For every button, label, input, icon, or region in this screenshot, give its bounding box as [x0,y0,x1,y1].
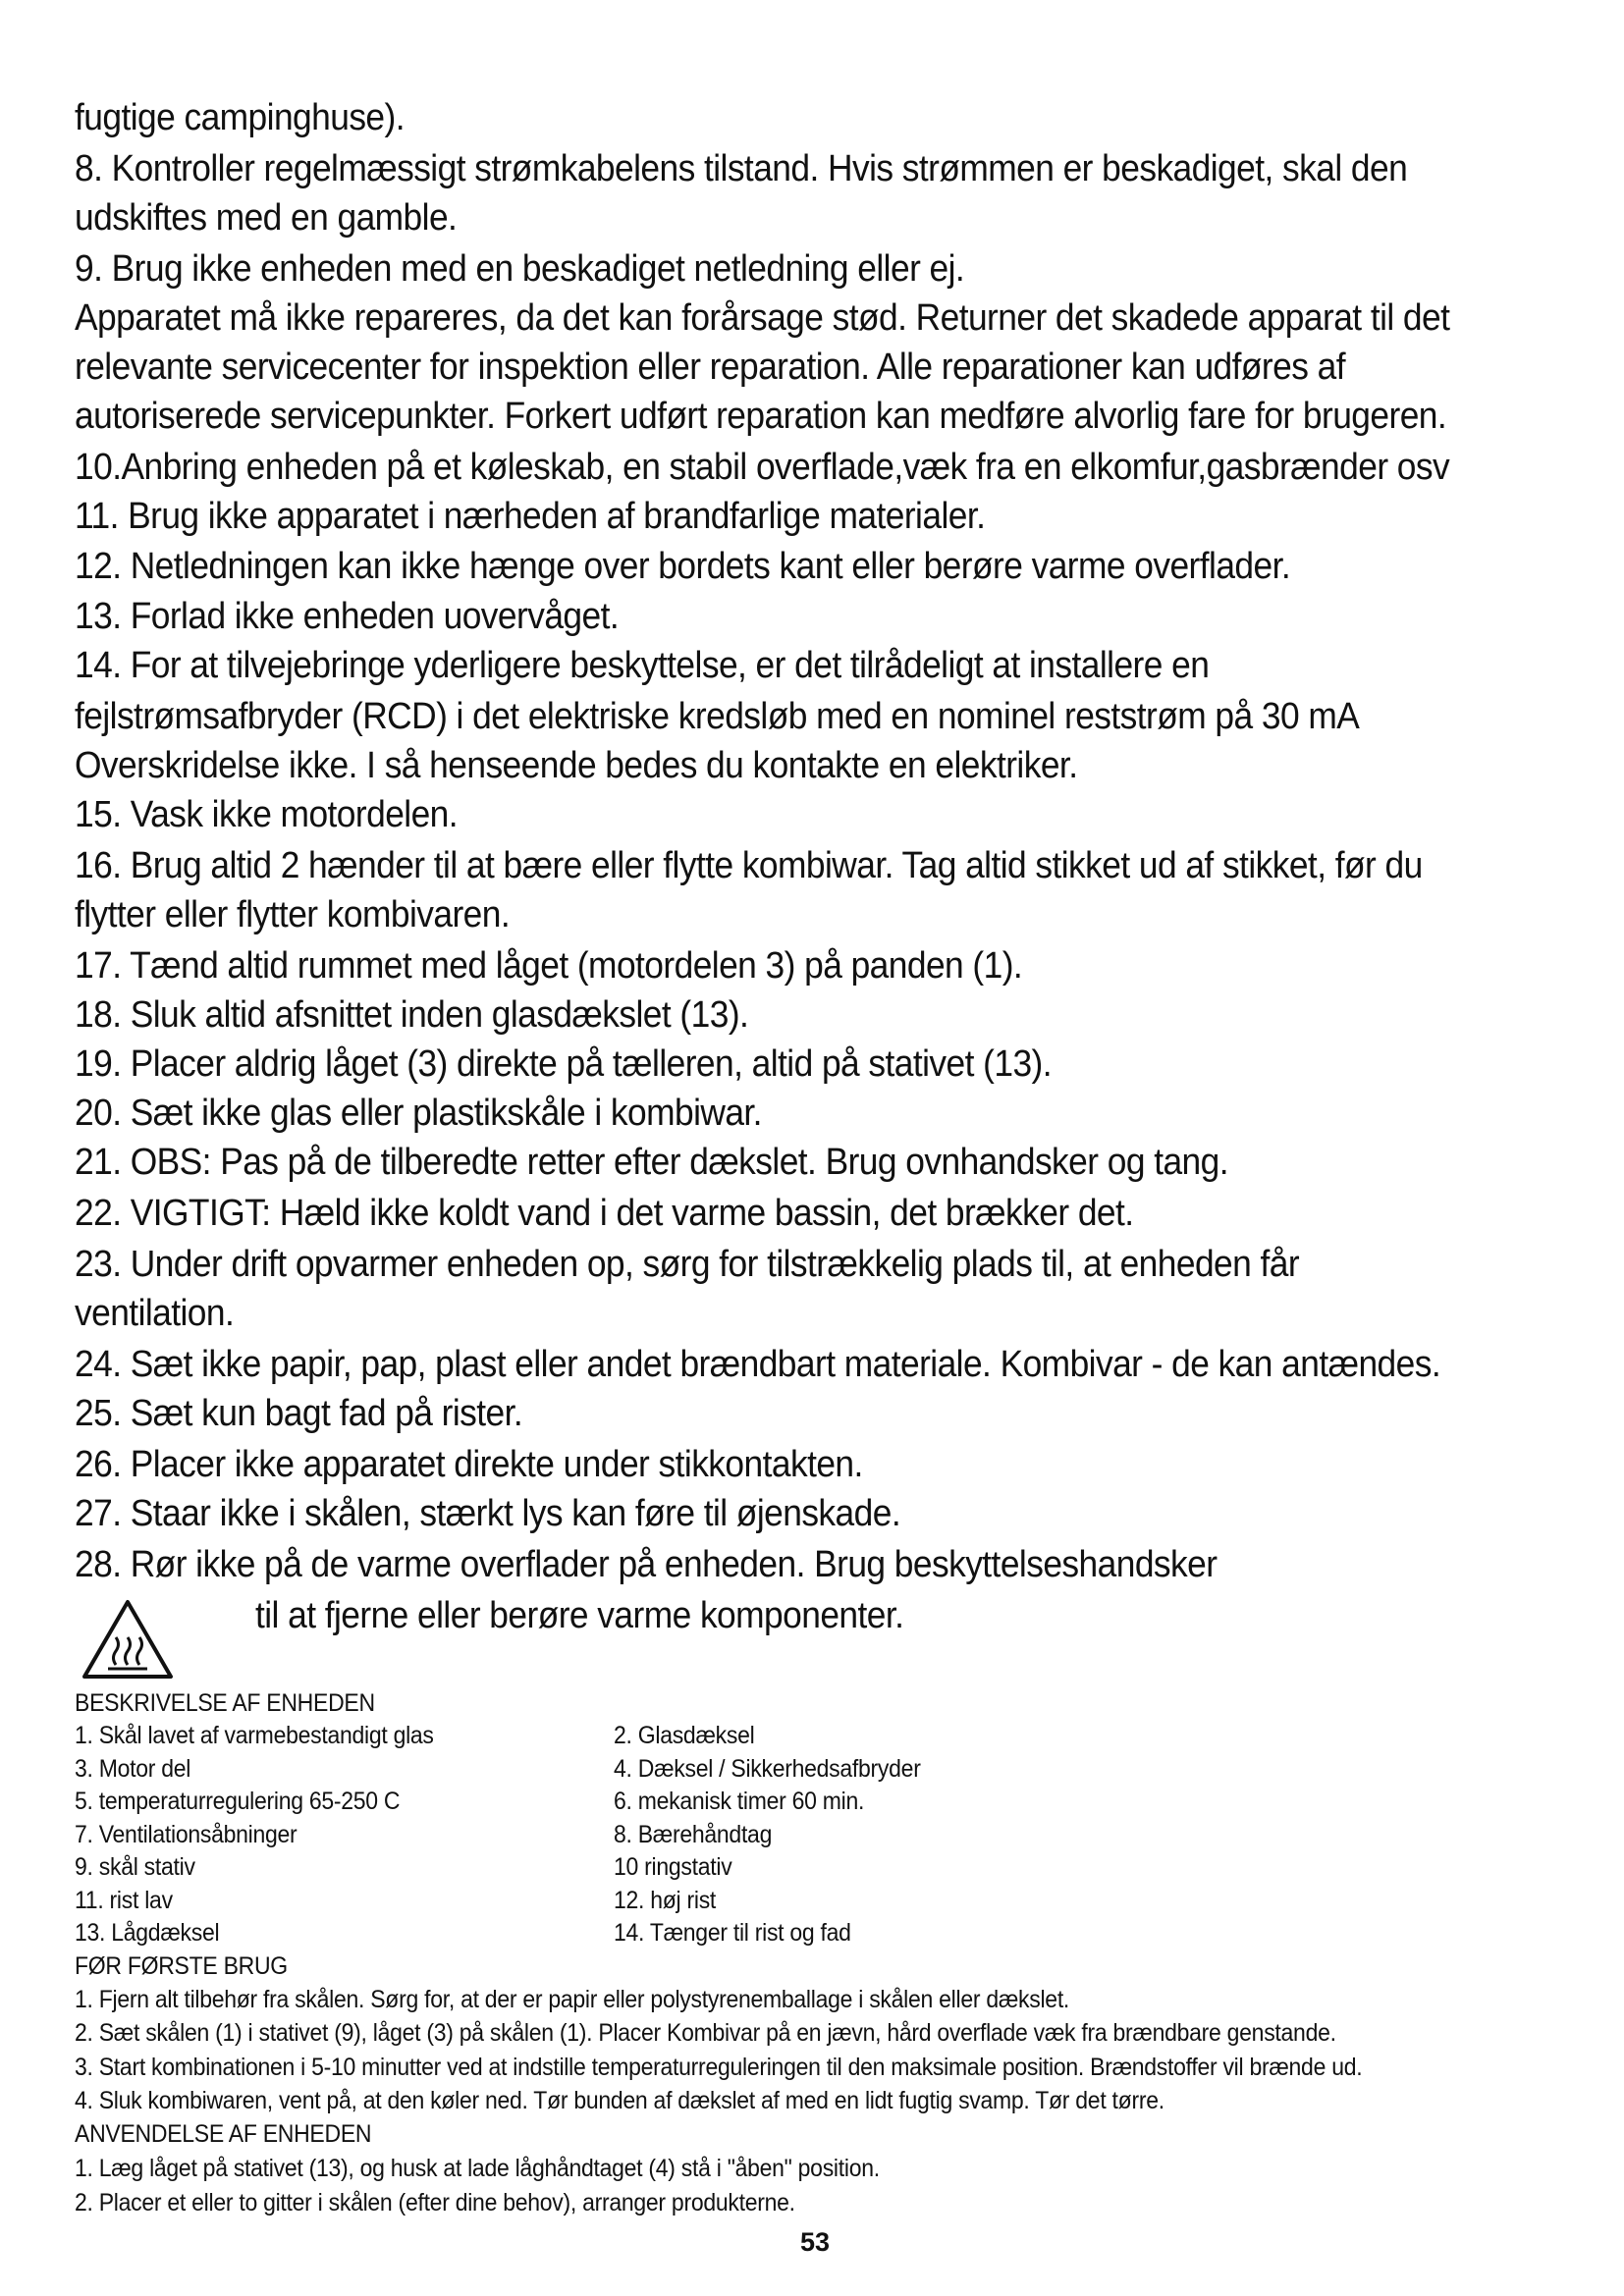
part-item: 13. Lågdæksel [75,1919,220,1947]
warning-line: til at fjerne eller berøre varme komponenter. [255,1595,904,1636]
warning-line: 11. Brug ikke apparatet i nærheden af brandfarlige materialer. [75,496,986,537]
part-item: 1. Skål lavet af varmebestandigt glas [75,1722,434,1749]
warning-line: 10.Anbring enheden på et køleskab, en stabil overflade,væk fra en elkomfur,gasbrænder osv [75,447,1450,488]
warning-line: 25. Sæt kun bagt fad på rister. [75,1393,523,1434]
warning-line: 17. Tænd altid rummet med låget (motordelen 3) på panden (1). [75,945,1023,987]
part-item: 11. rist lav [75,1887,173,1914]
part-item: 6. mekanisk timer 60 min. [614,1788,865,1815]
warning-line: 12. Netledningen kan ikke hænge over bordets kant eller berøre varme overflader. [75,546,1291,587]
part-item: 12. høj rist [614,1887,717,1914]
instruction-item: 3. Start kombinationen i 5-10 minutter ved at indstille temperaturreguleringen til den maksimale position. Brændstoffer vil brænde ud. [75,2054,1363,2081]
instruction-item: 1. Læg låget på stativet (13), og husk at lade låghåndtaget (4) stå i "åben" position. [75,2155,880,2182]
warning-line: relevante servicecenter for inspektion eller reparation. Alle reparationer kan udføres af [75,347,1345,388]
warning-line: 23. Under drift opvarmer enheden op, sørg for tilstrækkelig plads til, at enheden får [75,1244,1300,1285]
part-item: 4. Dæksel / Sikkerhedsafbryder [614,1755,921,1783]
part-item: 10 ringstativ [614,1853,732,1881]
part-item: 7. Ventilationsåbninger [75,1821,298,1848]
warning-line: 26. Placer ikke apparatet direkte under stikkontakten. [75,1444,863,1485]
warning-line: 18. Sluk altid afsnittet inden glasdækslet (13). [75,994,749,1036]
instruction-item: 2. Placer et eller to gitter i skålen (efter dine behov), arranger produkterne. [75,2189,795,2216]
warning-line: 21. OBS: Pas på de tilberedte retter efter dækslet. Brug ovnhandsker og tang. [75,1142,1229,1183]
warning-line: 27. Staar ikke i skålen, stærkt lys kan føre til øjenskade. [75,1493,901,1534]
instruction-item: 4. Sluk kombiwaren, vent på, at den køler ned. Tør bunden af dækslet af med en lidt fugtig svamp. Tør det tørre. [75,2087,1164,2114]
section-heading-description: BESKRIVELSE AF ENHEDEN [75,1689,375,1717]
warning-line: 13. Forlad ikke enheden uovervåget. [75,596,620,637]
warning-line: udskiftes med en gamble. [75,197,458,239]
warning-line: 19. Placer aldrig låget (3) direkte på tælleren, altid på stativet (13). [75,1043,1053,1085]
warning-line: 22. VIGTIGT: Hæld ikke koldt vand i det varme bassin, det brækker det. [75,1193,1134,1234]
section-heading-usage: ANVENDELSE AF ENHEDEN [75,2120,372,2148]
warning-line: fugtige campinghuse). [75,97,406,138]
part-item: 5. temperaturregulering 65-250 C [75,1788,401,1815]
warning-line: 14. For at tilvejebringe yderligere beskyttelse, er det tilrådeligt at installere en [75,645,1210,686]
warning-line: 20. Sæt ikke glas eller plastikskåle i kombiwar. [75,1093,762,1134]
hot-surface-warning-icon [81,1598,175,1681]
part-item: 9. skål stativ [75,1853,195,1881]
instruction-item: 2. Sæt skålen (1) i stativet (9), låget (3) på skålen (1). Placer Kombivar på en jævn, hård overflade væk fra brændbare genstande. [75,2019,1336,2047]
section-heading-before-first-use: FØR FØRSTE BRUG [75,1952,288,1980]
warning-line: 28. Rør ikke på de varme overflader på enheden. Brug beskyttelseshandsker [75,1544,1218,1585]
page-number: 53 [799,2227,831,2257]
warning-line: 9. Brug ikke enheden med en beskadiget netledning eller ej. [75,248,965,290]
warning-line: 24. Sæt ikke papir, pap, plast eller andet brændbart materiale. Kombivar - de kan antændes. [75,1344,1441,1385]
warning-line: Overskridelse ikke. I så henseende bedes du kontakte en elektriker. [75,745,1078,786]
warning-line: flytter eller flytter kombivaren. [75,894,511,935]
part-item: 2. Glasdæksel [614,1722,755,1749]
part-item: 14. Tænger til rist og fad [614,1919,851,1947]
warning-line: 16. Brug altid 2 hænder til at bære eller flytte kombiwar. Tag altid stikket ud af stikket, før du [75,845,1423,886]
part-item: 3. Motor del [75,1755,191,1783]
warning-line: fejlstrømsafbryder (RCD) i det elektriske kredsløb med en nominel reststrøm på 30 mA [75,696,1360,737]
warning-line: 15. Vask ikke motordelen. [75,794,459,835]
warning-line: 8. Kontroller regelmæssigt strømkabelens tilstand. Hvis strømmen er beskadiget, skal den [75,148,1408,189]
warning-line: autoriserede servicepunkter. Forkert udført reparation kan medføre alvorlig fare for brugeren. [75,396,1447,437]
part-item: 8. Bærehåndtag [614,1821,773,1848]
warning-line: Apparatet må ikke repareres, da det kan forårsage stød. Returner det skadede apparat til det [75,297,1450,339]
instruction-item: 1. Fjern alt tilbehør fra skålen. Sørg for, at der er papir eller polystyrenemballage i skålen eller dækslet. [75,1986,1070,2013]
warning-line: ventilation. [75,1293,235,1334]
